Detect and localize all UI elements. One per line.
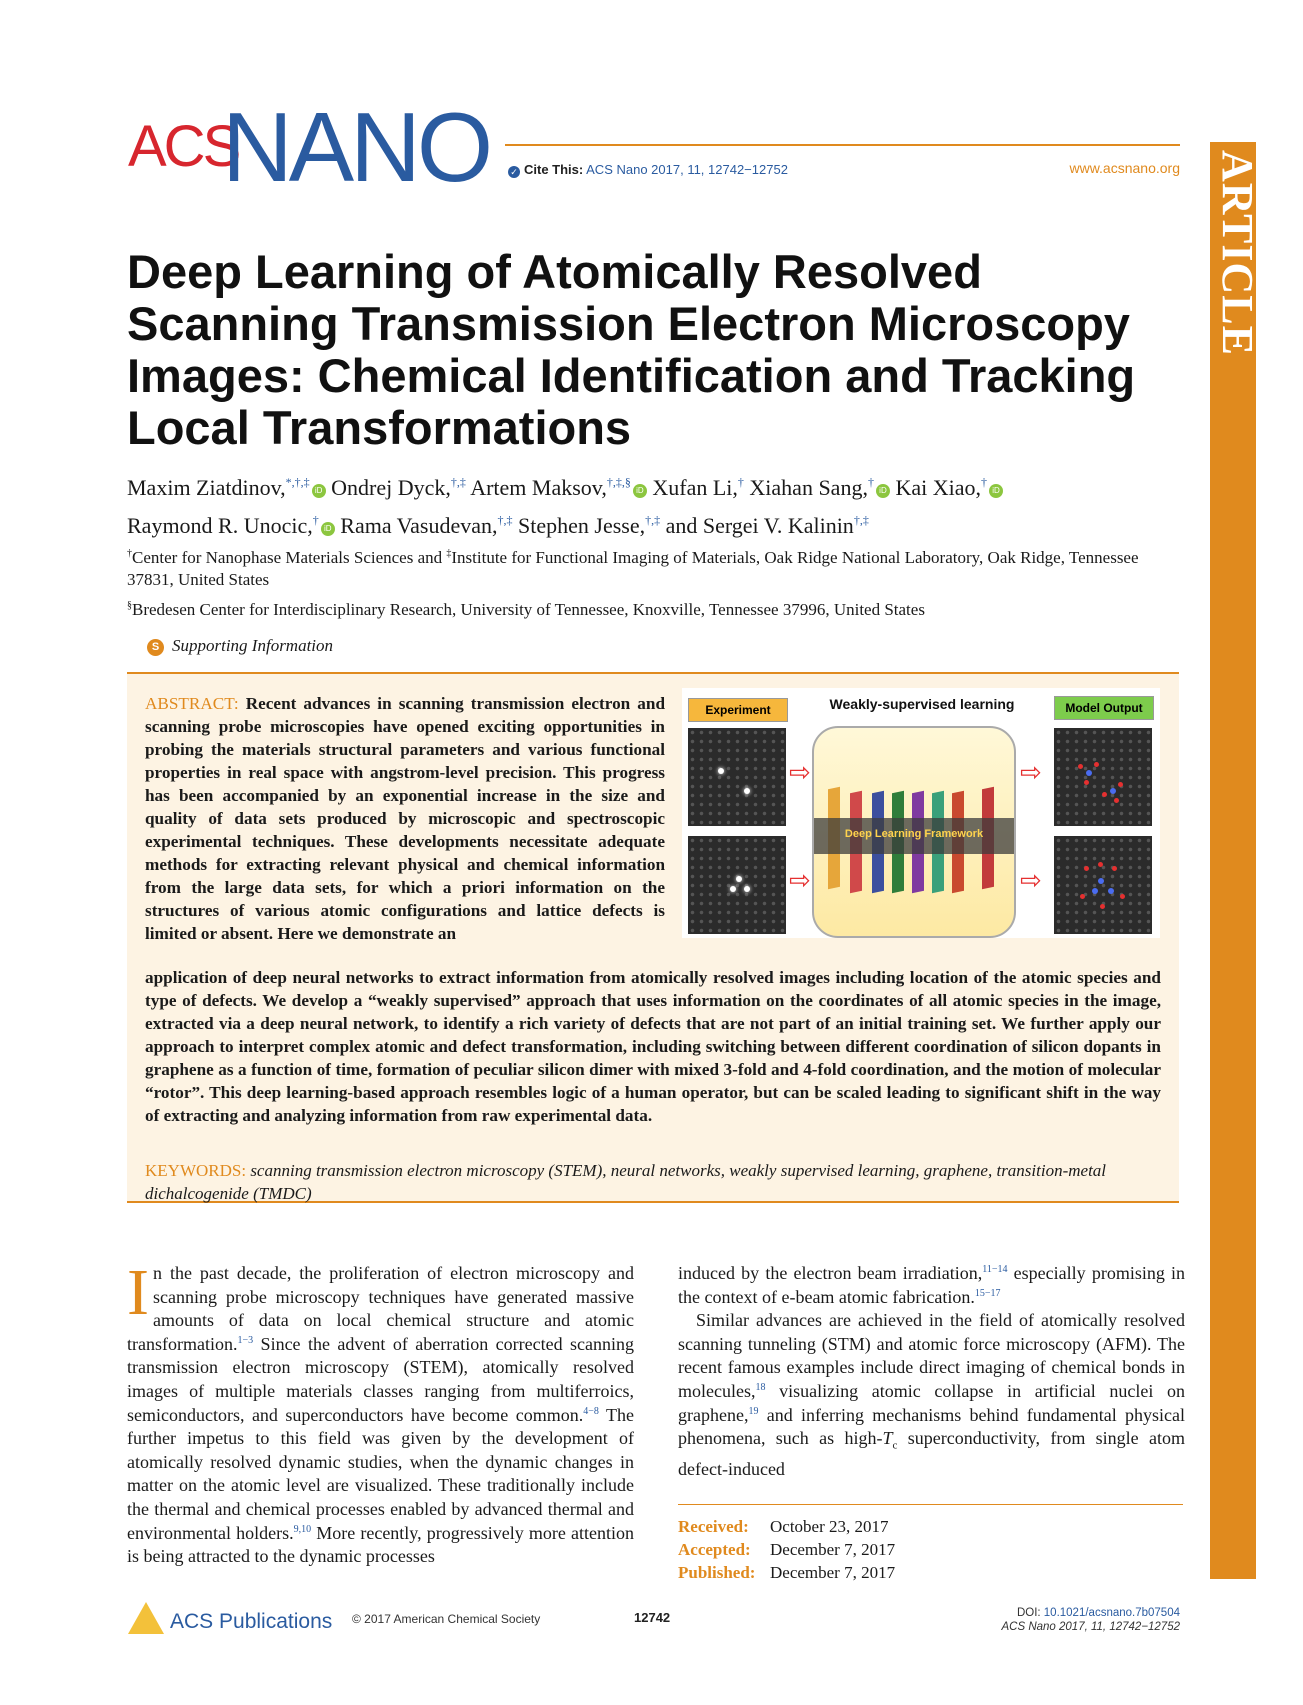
model-output-image-2 xyxy=(1054,836,1152,934)
journal-website-link[interactable]: www.acsnano.org xyxy=(1069,160,1180,176)
reference-link[interactable]: 18 xyxy=(755,1381,766,1393)
author[interactable]: Rama Vasudevan,†,‡ xyxy=(340,513,513,538)
model-output-image-1 xyxy=(1054,728,1152,826)
framework-label: Deep Learning Framework xyxy=(844,828,984,840)
keywords xyxy=(145,1159,1161,1205)
dates-rule xyxy=(678,1504,1183,1505)
orcid-icon[interactable]: iD xyxy=(321,522,335,536)
reference-link[interactable]: 1−3 xyxy=(237,1334,254,1346)
keywords-heading: KEYWORDS: xyxy=(145,1161,247,1180)
reference-link[interactable]: 9,10 xyxy=(293,1523,312,1535)
publication-dates xyxy=(678,1515,895,1584)
abstract-box xyxy=(127,672,1179,1203)
logo-acs-text: ACS xyxy=(128,114,239,179)
author[interactable]: Raymond R. Unocic,†iD xyxy=(127,513,335,538)
arrow-icon: ⇨ xyxy=(1020,866,1042,896)
body-column-left: In the past decade, the proliferation of electron microscopy and scanning probe microscopy techniques have generated massive amounts of data on local chemical structure and atomic transformation.$^{1-3}$ Since the advent of aberration corrected scanning transmission electron microscopy (STEM), atomically resolved images of multiple materials classes ranging from multiferroics, semiconductors, and superconductors have become common.$^{4-8}$ The further impetus to this field was given by the development of atomically resolved dynamic studies, when the dynamic changes in matter on the atomic level are visualized. These traditionally include the thermal and chemical processes enabled by advanced thermal and environmental holders.$^{9,10}$ More recently, progressively more attention is being attracted to the dynamic processes xyxy=(127,1256,634,1567)
abstract-heading: ABSTRACT: xyxy=(145,694,239,713)
acs-nano-logo xyxy=(128,92,508,202)
author[interactable]: Artem Maksov,†,‡,§iD xyxy=(470,475,647,500)
article-sidebar xyxy=(1210,142,1262,1579)
body-column-right: induced by the electron beam irradiation,$^{11-14}$ especially promising in the context of e-beam atomic fabrication.$^{15-17}$ Similar advances are achieved in the field of atomically resolved scanning tunneling (STM) and atomic force microscopy (AFM). The recent famous examples include direct imaging of chemical bonds in molecules,$^{18}$ visualizing atomic collapse in artificial nuclei on graphene,$^{19}$ and inferring mechanisms behind fundamental physical phenomena, such as high-$T_c$ superconductivity, from single atom defect-induced xyxy=(678,1263,1186,1480)
reference-link[interactable]: 4−8 xyxy=(583,1405,599,1417)
date-received: Received: October 23, 2017 xyxy=(678,1517,889,1536)
author[interactable]: Xufan Li,† xyxy=(652,475,744,500)
check-icon: ✓ xyxy=(508,166,520,178)
article-title: Deep Learning of Atomically Resolved Scanning Transmission Electron Microscopy Images: Chemical Identification and Tracking Local Transformations xyxy=(127,245,1136,454)
author[interactable]: Xiahan Sang,†iD xyxy=(749,475,890,500)
header-rule xyxy=(505,144,1180,146)
author[interactable]: Maxim Ziatdinov,*,†,‡iD xyxy=(127,475,326,500)
author[interactable]: Kai Xiao,†iD xyxy=(895,475,1003,500)
acs-publications-logo[interactable]: ACS Publications xyxy=(128,1602,332,1634)
acs-triangle-icon xyxy=(128,1602,164,1634)
logo-nano-text: NANO xyxy=(222,92,490,202)
cite-this[interactable] xyxy=(508,162,788,178)
cite-label: Cite This: xyxy=(524,162,584,177)
experiment-image-2 xyxy=(688,836,786,934)
page-number: 12742 xyxy=(634,1610,671,1625)
orcid-icon[interactable]: iD xyxy=(312,484,326,498)
experiment-image-1 xyxy=(688,728,786,826)
deep-learning-framework-frame xyxy=(812,726,1016,938)
orcid-icon[interactable]: iD xyxy=(876,484,890,498)
supporting-information-link[interactable]: S Supporting Information xyxy=(147,636,333,656)
author[interactable]: Ondrej Dyck,†,‡ xyxy=(331,475,466,500)
reference-link[interactable]: 19 xyxy=(748,1405,759,1417)
orcid-icon[interactable]: iD xyxy=(633,484,647,498)
date-published: Published: December 7, 2017 xyxy=(678,1563,896,1582)
doi-link[interactable]: 10.1021/acsnano.7b07504 xyxy=(1043,1607,1180,1619)
dropcap: I xyxy=(127,1256,149,1329)
model-output-label: Model Output xyxy=(1054,696,1154,720)
toc-graphic xyxy=(682,688,1160,938)
author-list xyxy=(127,466,1187,542)
arrow-icon: ⇨ xyxy=(1020,758,1042,788)
arrow-icon: ⇨ xyxy=(789,758,811,788)
sidebar-label: ARTICLE xyxy=(1213,150,1262,356)
reference-link[interactable]: 11−14 xyxy=(982,1264,1008,1275)
cite-reference[interactable]: ACS Nano 2017, 11, 12742−12752 xyxy=(586,162,788,177)
supporting-info-icon: S xyxy=(147,639,164,656)
weakly-supervised-label: Weakly-supervised learning xyxy=(829,696,1015,712)
author[interactable]: Stephen Jesse,†,‡ xyxy=(518,513,661,538)
arrow-icon: ⇨ xyxy=(789,866,811,896)
abstract-text-part2: application of deep neural networks to extract information from atomically resolved images including location of the atomic species and type of defects. We develop a “weakly supervised” approach that uses information on the coordinates of all atomic species in the image, extracted via a deep neural network, to identify a rich variety of defects that are not part of an initial training set. We further apply our approach to interpret complex atomic and defect transformation, including switching between different coordination of silicon dopants in graphene as a function of time, formation of peculiar silicon dimer with mixed 3-fold and 4-fold coordination, and the motion of molecular “rotor”. This deep learning-based approach resembles logic of a human operator, but can be scaled leading to significant shift in the way of extracting and analyzing information from raw experimental data. xyxy=(145,968,1161,1125)
affiliation-1: †Center for Nanophase Materials Sciences and ‡Institute for Functional Imaging of Materials, Oak Ridge National Laboratory, Oak Ridge, Tennessee 37831, United States xyxy=(127,548,1139,589)
date-accepted: Accepted: December 7, 2017 xyxy=(678,1540,896,1559)
doi-block: DOI: 10.1021/acsnano.7b07504 ACS Nano 2017, 11, 12742−12752 xyxy=(1001,1607,1180,1633)
orcid-icon[interactable]: iD xyxy=(989,484,1003,498)
experiment-label: Experiment xyxy=(688,698,788,722)
reference-link[interactable]: 15−17 xyxy=(974,1287,1001,1299)
author[interactable]: and Sergei V. Kalinin†,‡ xyxy=(665,513,869,538)
abstract-text-part1: ABSTRACT: Recent advances in scanning transmission electron and scanning probe microscopies have opened exciting opportunities in probing the materials structural parameters and various functional properties in real space with angstrom-level precision. This progress has been accompanied by an exponential increase in the size and quality of data sets produced by microscopic and spectroscopic experimental techniques. These developments necessitate adequate methods for extracting relevant physical and chemical information from the large data sets, for which a priori information on the structures of various atomic configurations and lattice defects is limited or absent. Here we demonstrate an xyxy=(145,694,666,943)
copyright: © 2017 American Chemical Society xyxy=(352,1612,541,1626)
journal-reference: ACS Nano 2017, 11, 12742−12752 xyxy=(1001,1621,1180,1633)
keywords-list: scanning transmission electron microscopy (STEM), neural networks, weakly supervised learning, graphene, transition-metal dichalcogenide (TMDC) xyxy=(145,1161,1107,1203)
affiliation-2: §Bredesen Center for Interdisciplinary Research, University of Tennessee, Knoxville, Tennessee 37996, United States xyxy=(127,600,925,619)
